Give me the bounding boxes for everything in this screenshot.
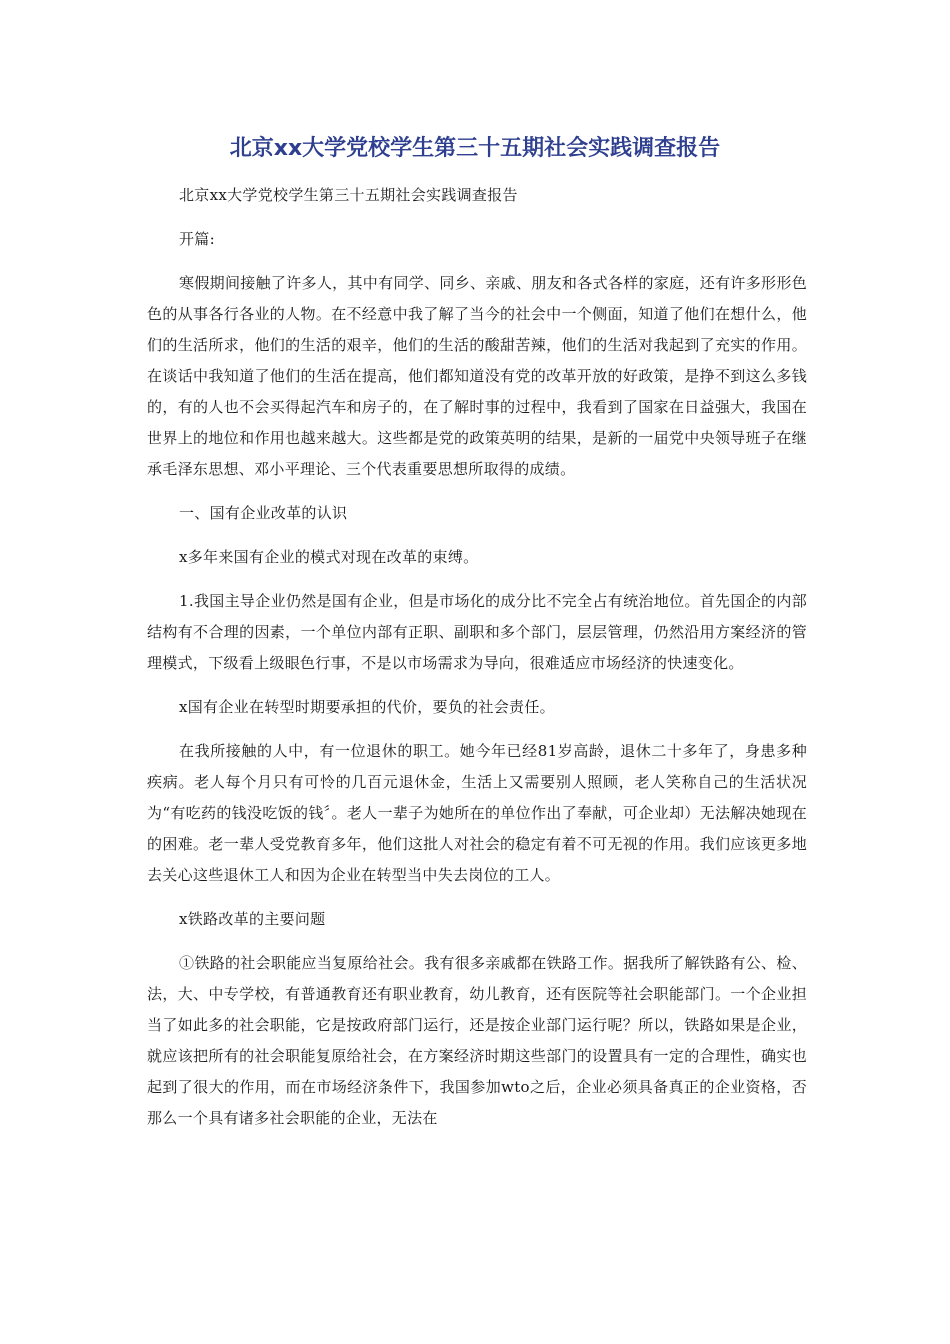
intro-paragraph: 寒假期间接触了许多人，其中有同学、同乡、亲戚、朋友和各式各样的家庭，还有许多形形色色的从事各行各业的人物。在不经意中我了解了当今的社会中一个侧面，知道了他们在想什么，他们的生活所求，他们的生活的艰辛，他们的生活的酸甜苦辣，他们的生活对我起到了充实的作用。在谈话中我知道了他们的生活在提高，他们都知道没有党的改革开放的好政策，是挣不到这么多钱的，有的人也不会买得起汽车和房子的，在了解时事的过程中，我看到了国家在日益强大，我国在世界上的地位和作用也越来越大。这些都是党的政策英明的结果，是新的一届党中央领导班子在继承毛泽东思想、邓小平理论、三个代表重要思想所取得的成绩。: [147, 274, 807, 478]
subheading-paragraph: x多年来国有企业的模式对现在改革的束缚。: [179, 548, 479, 566]
subtitle-paragraph: 北京xx大学党校学生第三十五期社会实践调查报告: [179, 186, 518, 204]
body-paragraph: ①铁路的社会职能应当复原给社会。我有很多亲戚都在铁路工作。据我所了解铁路有公、检、法，大、中专学校，有普通教育还有职业教育，幼儿教育，还有医院等社会职能部门。一个企业担当了如此多的社会职能，它是按政府部门运行，还是按企业部门运行呢？所以，铁路如果是企业，就应该把所有的社会职能复原给社会，在方案经济时期这些部门的设置具有一定的合理性，确实也起到了很大的作用，而在市场经济条件下，我国参加wto之后，企业必须具备真正的企业资格，否那么一个具有诸多社会职能的企业，无法在: [147, 954, 807, 1127]
section-heading: 一、国有企业改革的认识: [179, 504, 348, 522]
body-paragraph: 1.我国主导企业仍然是国有企业，但是市场化的成分比不完全占有统治地位。首先国企的内部结构有不合理的因素，一个单位内部有正职、副职和多个部门，层层管理，仍然沿用方案经济的管理模式，下级看上级眼色行事，不是以市场需求为导向，很难适应市场经济的快速变化。: [147, 592, 807, 672]
opening-label: 开篇:: [179, 230, 215, 248]
document-body: [147, 180, 807, 1134]
page-title: 北京xx大学党校学生第三十五期社会实践调查报告: [229, 136, 721, 161]
body-paragraph: 在我所接触的人中，有一位退休的职工。她今年已经81岁高龄，退休二十多年了，身患多种疾病。老人每个月只有可怜的几百元退休金，生活上又需要别人照顾，老人笑称自己的生活状况为“有吃药的钱没吃饭的钱〞。老人一辈子为她所在的单位作出了奉献，可企业却）无法解决她现在的困难。老一辈人受党教育多年，他们这批人对社会的稳定有着不可无视的作用。我们应该更多地去关心这些退休工人和因为企业在转型当中失去岗位的工人。: [147, 742, 807, 884]
subheading-paragraph: x国有企业在转型时期要承担的代价，要负的社会责任。: [179, 698, 555, 716]
subheading-paragraph: x铁路改革的主要问题: [179, 910, 326, 928]
